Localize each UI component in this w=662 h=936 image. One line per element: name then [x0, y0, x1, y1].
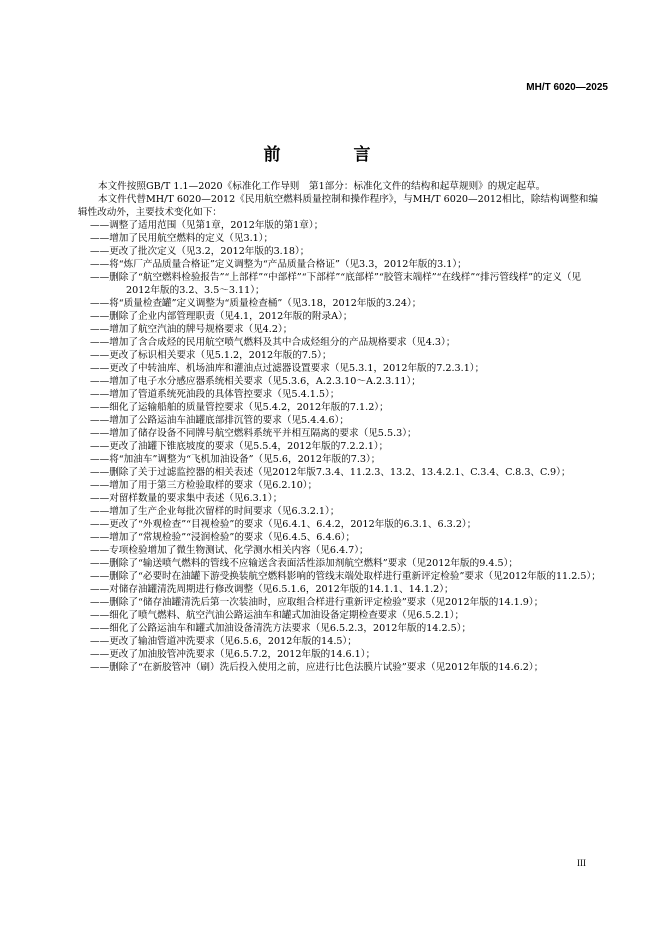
page-number: III — [577, 858, 586, 868]
list-item: ——更改了中转油库、机场油库和灌油点过滤器设置要求（见5.3.1，2012年版的7.2.3.1）； — [90, 363, 485, 374]
list-item: ——更改了批次定义（见3.2，2012年版的3.18）； — [90, 246, 310, 257]
list-item: ——删除了“必要时在油罐下游受换装航空燃料影响的管线末端处取样进行重新评定检验”要求（见2012年版的11.2.5）； — [90, 571, 601, 582]
list-item: ——增加了含合成烃的民用航空喷气燃料及其中合成烃组分的产品规格要求（见4.3）； — [90, 337, 456, 348]
body-paragraph: 本文件代替MH/T 6020—2012《民用航空燃料质量控制和操作程序》，与MH/T 6020—2012相比，除结构调整和编辑性改动外，主要技术变化如下： — [78, 194, 598, 218]
list-item: ——细化了运输船舶的质量管控要求（见5.4.2，2012年版的7.1.2）； — [90, 402, 389, 413]
document-code: MH/T 6020—2025 — [526, 82, 608, 93]
body-paragraph: 本文件按照GB/T 1.1—2020《标准化工作导则 第1部分：标准化文件的结构和起草规则》的规定起草。 — [98, 181, 546, 192]
list-item: ——增加了管道系统死油段的具体管控要求（见5.4.1.5）； — [90, 389, 340, 400]
page-title: 前 言 — [263, 145, 399, 165]
list-item: ——增加了民用航空燃料的定义（见3.1）； — [90, 233, 274, 244]
list-item: ——删除了“输送喷气燃料的管线不应输送含表面活性添加剂航空燃料”要求（见2012年版的9.4.5）； — [90, 558, 518, 569]
list-item: ——增加了航空汽油的牌号规格要求（见4.2）； — [90, 324, 293, 335]
list-item: ——更改了加油胶管冲洗要求（见6.5.7.2，2012年版的14.6.1）； — [90, 649, 376, 660]
list-item: ——细化了公路运油车和罐式加油设备清洗方法要求（见6.5.2.3，2012年版的14.2.5）； — [90, 623, 472, 634]
list-item: ——增加了储存设备不同牌号航空燃料系统平并相互隔离的要求（见5.5.3）； — [90, 428, 417, 439]
list-item: ——增加了电子水分感应器系统相关要求（见5.3.6，A.2.3.10～A.2.3.11）； — [90, 376, 421, 387]
list-item: ——更改了输油管道冲洗要求（见6.5.6，2012年版的14.5）； — [90, 636, 357, 647]
list-item: ——更改了“外观检查”“目视检验”的要求（见6.4.1、6.4.2，2012年版的6.3.1、6.3.2）； — [90, 519, 477, 530]
list-item: ——将“质量检查罐”定义调整为“质量检查桶”（见3.18，2012年版的3.24）； — [90, 298, 422, 309]
list-item: ——调整了适用范围（见第1章，2012年版的第1章）； — [90, 220, 324, 231]
list-item: ——增加了公路运油车油罐底部排沉管的要求（见5.4.4.6）； — [90, 415, 350, 426]
list-item: ——将“炼厂产品质量合格证”定义调整为“产品质量合格证”（见3.3，2012年版的3.1）； — [90, 259, 467, 270]
list-item: ——将“加油车”调整为“飞机加油设备”（见5.6，2012年版的7.3）； — [90, 454, 381, 465]
list-item: ——专项检验增加了微生物测试、化学测水相关内容（见6.4.7）； — [90, 545, 369, 556]
list-item: ——删除了“航空燃料检验报告”“上部样”“中部样”“下部样”“底部样”“胶管末端样”“在线样”“排污管线样”的定义（见2012年版的3.2、3.5～3.11）； — [90, 272, 582, 296]
list-item: ——更改了标识相关要求（见5.1.2，2012年版的7.5）； — [90, 350, 332, 361]
list-item: ——增加了“常规检验”“浸润检验”的要求（见6.4.5、6.4.6）； — [90, 532, 356, 543]
list-item: ——删除了“储存油罐清洗后第一次装油时，应取组合样进行重新评定检验”要求（见2012年版的14.1.9）； — [90, 597, 544, 608]
list-item: ——更改了油罐下锥底坡度的要求（见5.5.4，2012年版的7.2.2.1）； — [90, 441, 389, 452]
list-item: ——增加了生产企业每批次留样的时间要求（见6.3.2.1）； — [90, 506, 340, 517]
list-item: ——对留样数量的要求集中表述（见6.3.1）； — [90, 493, 283, 504]
list-item: ——增加了用于第三方检验取样的要求（见6.2.10）； — [90, 480, 318, 491]
list-item: ——删除了企业内部管理职责（见4.1，2012年版的附录A）； — [90, 311, 353, 322]
list-item: ——删除了关于过滤监控器的相关表述（见2012年版7.3.4、11.2.3、13.2、13.4.2.1、C.3.4、C.8.3、C.9）； — [90, 467, 571, 478]
list-item: ——对储存油罐清洗周期进行修改调整（见6.5.1.6，2012年版的14.1.1、14.1.2）； — [90, 584, 454, 595]
list-item: ——细化了喷气燃料、航空汽油公路运油车和罐式加油设备定期检查要求（见6.5.2.1）； — [90, 610, 465, 621]
document-body — [78, 180, 604, 674]
change-list — [78, 219, 604, 674]
list-item: ——删除了“在新胶管冲（刷）洗后投入使用之前，应进行比色法膜片试验”要求（见2012年版的14.6.2）； — [90, 662, 544, 673]
